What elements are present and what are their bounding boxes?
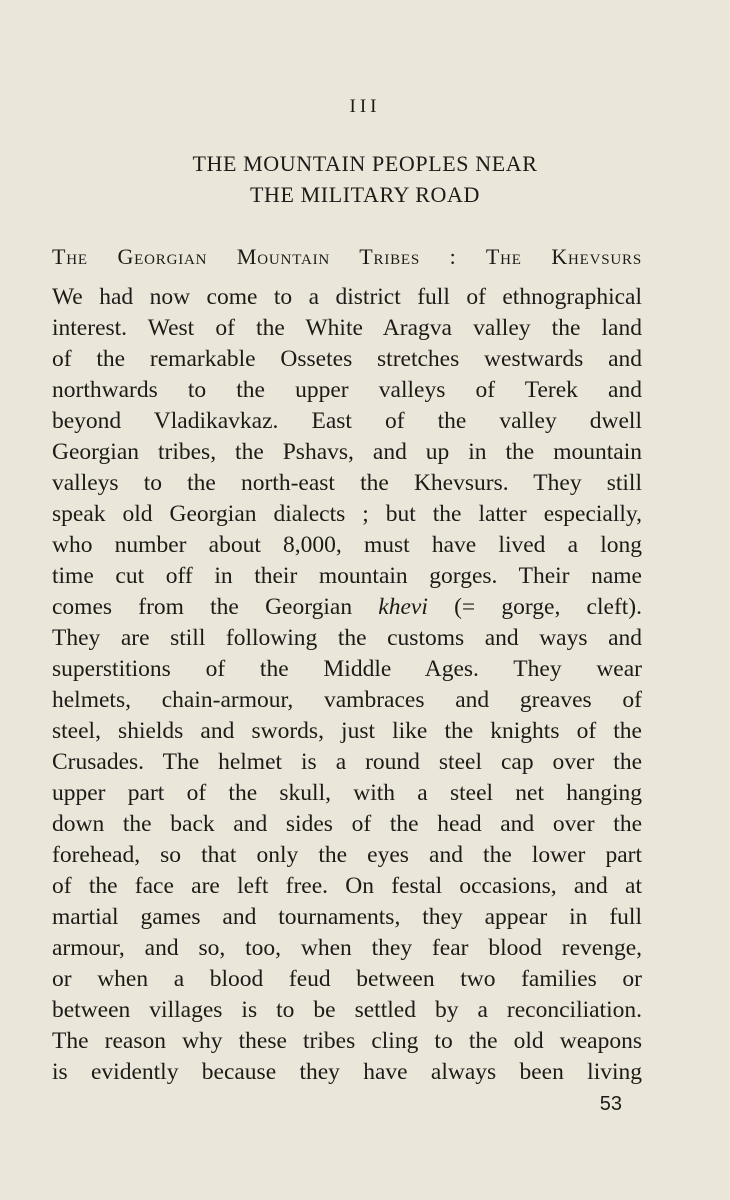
text-line: forehead, so that only the eyes and the lower part bbox=[52, 842, 642, 868]
text-line: Georgian tribes, the Pshavs, and up in the mountain bbox=[52, 439, 642, 465]
page-number: 53 bbox=[599, 1093, 622, 1115]
text-line: or when a blood feud between two families or bbox=[52, 966, 642, 992]
chapter-title-line: THE MILITARY ROAD bbox=[249, 182, 481, 207]
chapter-title bbox=[0, 148, 730, 210]
chapter-title-line: THE MOUNTAIN PEOPLES NEAR bbox=[192, 151, 538, 176]
text-line: The reason why these tribes cling to the old weapons bbox=[52, 1028, 642, 1054]
text-line: armour, and so, too, when they fear blood revenge, bbox=[52, 935, 642, 961]
chapter-number: III bbox=[349, 96, 381, 117]
text-line: speak old Georgian dialects ; but the latter especially, bbox=[52, 501, 642, 527]
text-segment: (= gorge, cleft). bbox=[427, 594, 642, 620]
text-line: steel, shields and swords, just like the knights of the bbox=[52, 718, 642, 744]
text-line: Crusades. The helmet is a round steel cap over the bbox=[52, 749, 642, 775]
text-line-with-italic bbox=[52, 592, 642, 623]
text-line: is evidently because they have always been living bbox=[52, 1059, 642, 1085]
text-line: time cut off in their mountain gorges. Their name bbox=[52, 563, 642, 589]
text-line: who number about 8,000, must have lived a long bbox=[52, 532, 642, 558]
text-line: northwards to the upper valleys of Terek and bbox=[52, 377, 642, 403]
section-heading: The Georgian Mountain Tribes : The Khevsurs bbox=[52, 244, 642, 269]
text-line: of the remarkable Ossetes stretches westwards and bbox=[52, 346, 642, 372]
text-line: interest. West of the White Aragva valley the land bbox=[52, 315, 642, 341]
text-line: down the back and sides of the head and over the bbox=[52, 811, 642, 837]
text-line: They are still following the customs and ways and bbox=[52, 625, 642, 651]
text-line: valleys to the north-east the Khevsurs. They still bbox=[52, 470, 642, 496]
body-text bbox=[52, 282, 642, 1088]
text-segment: comes from the Georgian bbox=[52, 594, 379, 620]
text-line: beyond Vladikavkaz. East of the valley dwell bbox=[52, 408, 642, 434]
text-line: superstitions of the Middle Ages. They wear bbox=[52, 656, 642, 682]
text-line: We had now come to a district full of ethnographical bbox=[52, 284, 642, 310]
text-line: upper part of the skull, with a steel net hanging bbox=[52, 780, 642, 806]
text-line: of the face are left free. On festal occasions, and at bbox=[52, 873, 642, 899]
italic-term: khevi bbox=[378, 594, 428, 620]
text-line: helmets, chain-armour, vambraces and greaves of bbox=[52, 687, 642, 713]
text-line: between villages is to be settled by a reconciliation. bbox=[52, 997, 642, 1023]
text-line: martial games and tournaments, they appear in full bbox=[52, 904, 642, 930]
